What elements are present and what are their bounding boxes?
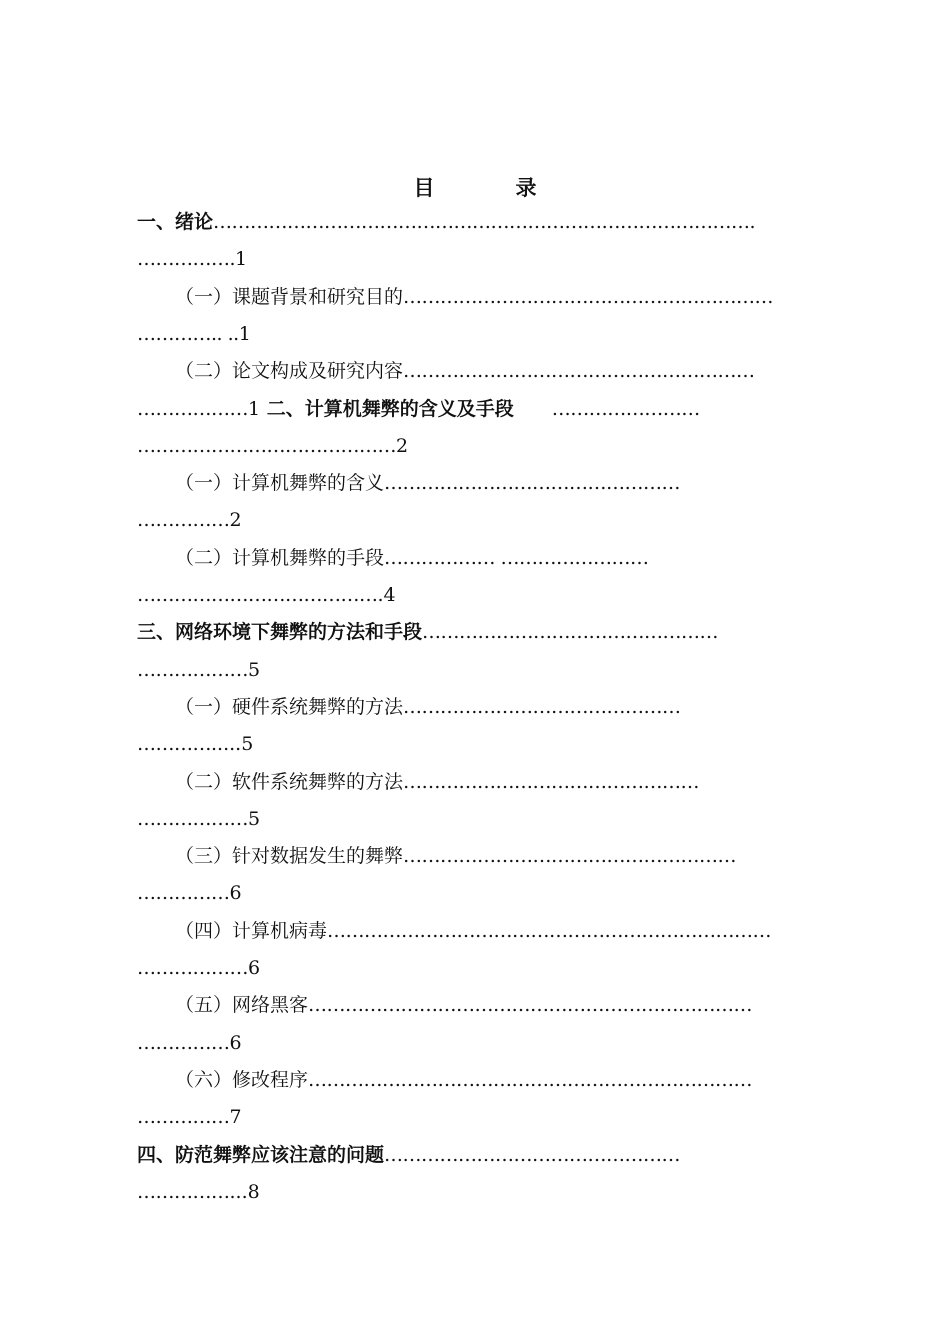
toc-entry-continuation — [137, 656, 861, 684]
toc-page-number: 1 — [248, 398, 261, 420]
toc-entry-continuation — [137, 432, 861, 460]
toc-leader-dots: ……………………………………… — [403, 696, 681, 718]
toc-leader-dots: …………………………………… — [137, 435, 396, 457]
toc-entry-title: 一、绪论 — [137, 211, 214, 233]
toc-entry — [175, 693, 861, 721]
toc-leader-dots: …………………………………………………… — [403, 286, 774, 308]
toc-leader-dots: ………………………………………… — [422, 621, 719, 643]
toc-entry-continuation — [137, 1178, 861, 1206]
toc-entry — [175, 842, 861, 870]
toc-page-number: 7 — [229, 1106, 242, 1128]
toc-page-number: 6 — [229, 882, 242, 904]
toc-entry — [137, 208, 861, 236]
toc-leader-dots: ………… — [137, 733, 211, 755]
toc-entry — [175, 991, 861, 1019]
toc-page-number: 2 — [229, 509, 242, 531]
toc-leader-dots: ……………… — [137, 957, 248, 979]
toc-entry — [175, 283, 861, 311]
toc-page-number: .....5 — [211, 733, 254, 755]
toc-entry-title: 三、网络环境下舞弊的方法和手段 — [137, 621, 423, 643]
toc-entry — [175, 357, 861, 385]
toc-entry-continuation — [137, 805, 861, 833]
toc-leader-dots: ……………… — [137, 659, 248, 681]
toc-leader-dots: ………………………………………………… — [403, 360, 755, 382]
toc-entry — [137, 1141, 861, 1169]
toc-entry-continuation — [137, 245, 861, 273]
toc-entry-title: 二、计算机舞弊的含义及手段 — [260, 398, 552, 420]
toc-page-number: 1 — [238, 323, 251, 345]
toc-leader-dots: ………………………………………… — [384, 1144, 681, 1166]
toc-entry-title: （三）针对数据发生的舞弊 — [175, 845, 404, 867]
toc-entry — [175, 768, 861, 796]
toc-entry-title: （二）计算机舞弊的手段 — [175, 547, 385, 569]
toc-entry-continuation — [137, 954, 861, 982]
toc-entry-title: （四）计算机病毒 — [175, 920, 328, 942]
toc-leader-dots: …………… — [137, 1032, 230, 1054]
toc-leader-dots: ………….. .. — [137, 323, 239, 345]
toc-entry — [175, 544, 861, 572]
toc-page-number: 6 — [248, 957, 261, 979]
toc-leader-dots: ……………………………………………………………… — [327, 920, 772, 942]
toc-leader-dots: …………… — [137, 882, 230, 904]
toc-entry — [175, 469, 861, 497]
toc-entry-title: （一）课题背景和研究目的 — [175, 286, 404, 308]
toc-leader-dots: ………………………………………… — [384, 472, 681, 494]
toc-leader-dots: ……………………………………………………………… — [308, 994, 753, 1016]
toc-leader-dots: ……………………………………………… — [403, 845, 737, 867]
toc-page-number: 2 — [396, 435, 409, 457]
toc-page-number: ...8 — [229, 1181, 260, 1203]
toc-entry-continuation — [137, 879, 861, 907]
toc-entry-title: （六）修改程序 — [175, 1069, 309, 1091]
toc-entry-continuation — [137, 1029, 861, 1057]
toc-entry-continuation — [137, 320, 861, 348]
toc-page-number: 6 — [229, 1032, 242, 1054]
toc-entry — [137, 618, 861, 646]
toc-page-number: 5 — [248, 659, 261, 681]
toc-page-number: 1 — [235, 248, 248, 270]
toc-leader-dots: ……………… — [137, 808, 248, 830]
toc-entry-title: 四、防范舞弊应该注意的问题 — [137, 1144, 385, 1166]
toc-leader-dots: ……………… …………………… — [384, 547, 649, 569]
toc-leader-dots: …………… — [137, 1181, 230, 1203]
toc-entry-continuation — [137, 581, 861, 609]
toc-title: 目 录 — [413, 176, 567, 200]
toc-leader-dots: …………… — [137, 509, 230, 531]
toc-entry-title: （一）硬件系统舞弊的方法 — [175, 696, 404, 718]
toc-entry-continuation — [137, 506, 861, 534]
toc-page-number: .4 — [377, 584, 396, 606]
toc-entry-continuation — [137, 1103, 861, 1131]
toc-leader-dots: …………………… — [551, 398, 700, 420]
toc-leader-dots: ……………… — [137, 398, 248, 420]
toc-leader-dots: …………… — [137, 1106, 230, 1128]
toc-leader-dots: ……………………………………………………………… — [308, 1069, 753, 1091]
toc-entry-continuation — [137, 730, 861, 758]
toc-leader-dots: ………………………………………… — [403, 771, 700, 793]
toc-entry — [175, 1066, 861, 1094]
toc-entry-title: （二）论文构成及研究内容 — [175, 360, 404, 382]
toc-leader-dots: ………………………………… — [137, 584, 378, 606]
toc-entry-title: （二）软件系统舞弊的方法 — [175, 771, 404, 793]
toc-entry-title: （五）网络黑客 — [175, 994, 309, 1016]
toc-page-number: 5 — [248, 808, 261, 830]
toc-entry-title: （一）计算机舞弊的含义 — [175, 472, 385, 494]
toc-entry-continuation — [137, 395, 861, 423]
toc-leader-dots: ……………………………………………………………………………. — [213, 211, 756, 233]
toc-leader-dots: ……………. — [137, 248, 236, 270]
toc-entry — [175, 917, 861, 945]
